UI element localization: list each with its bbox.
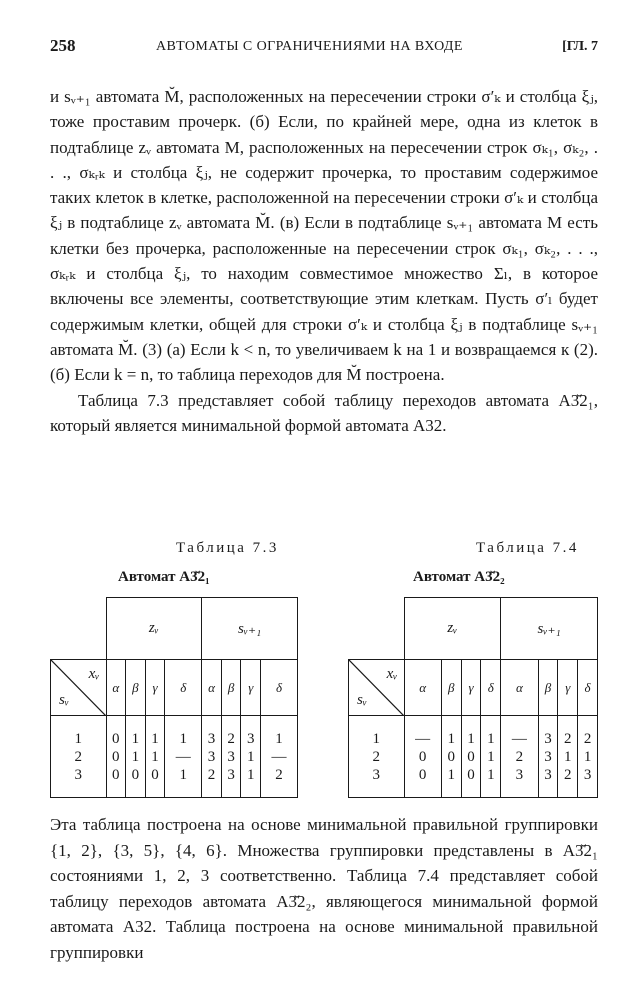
input-header: δ — [261, 660, 298, 716]
input-header: β — [441, 660, 461, 716]
chapter-label: [ГЛ. 7 — [562, 39, 598, 54]
table-cell: — 2 3 — [501, 716, 538, 798]
running-head-title: АВТОМАТЫ С ОГРАНИЧЕНИЯМИ НА ВХОДЕ — [156, 39, 463, 54]
input-header: γ — [558, 660, 578, 716]
paragraph: Таблица 7.3 представляет собой таблицу переходов автомата A3̆2₁, который является минимальной формой автомата A32. — [50, 390, 598, 435]
table-title: Автомат A3̆2₂ — [413, 569, 505, 585]
state-variable-label: sᵥ — [59, 692, 70, 708]
state-column: 1 2 3 — [349, 716, 405, 798]
table-caption: Таблица 7.3 — [176, 540, 279, 556]
input-header: α — [106, 660, 126, 716]
empty-corner — [349, 598, 405, 660]
group-header-z: zᵥ — [106, 598, 202, 660]
input-header: β — [538, 660, 558, 716]
table-cell: 2 3 3 — [221, 716, 241, 798]
input-header: α — [404, 660, 441, 716]
transition-table-7-3 — [50, 597, 298, 798]
input-header: γ — [461, 660, 481, 716]
table-cell: 1 1 1 — [481, 716, 501, 798]
table-cell: 2 1 3 — [578, 716, 598, 798]
input-header: γ — [241, 660, 261, 716]
table-cell: 1 — 2 — [261, 716, 298, 798]
table-cell: 0 0 0 — [106, 716, 126, 798]
paragraph: Эта таблица построена на основе минимальной правильной группировки {1, 2}, {3, 5}, {4, 6}. Множества группировки представлены в A3̆2₁ состояниями 1, 2, 3 соответственно. Таблица 7.4 представляет собой таблицу переходов автомата A3̆2₂, являющегося минимальной формой автомата A32. Таблица построена на основе минимальной правильной группировки — [50, 815, 598, 962]
empty-corner — [51, 598, 107, 660]
input-header: β — [126, 660, 146, 716]
table-cell: 1 1 0 — [145, 716, 165, 798]
input-header: δ — [481, 660, 501, 716]
group-header-s: sᵥ₊₁ — [501, 598, 598, 660]
input-header: β — [221, 660, 241, 716]
table-cell: 3 3 3 — [538, 716, 558, 798]
table-cell: — 0 0 — [404, 716, 441, 798]
input-header: δ — [165, 660, 202, 716]
group-header-z: zᵥ — [404, 598, 501, 660]
transition-table-7-4 — [348, 597, 598, 798]
paragraph: и sᵥ₊₁ автомата M̆, расположенных на пересечении строки σ′ₖ и столбца ξⱼ, тоже проставим прочерк. (б) Если, по крайней мере, одна из клеток в подтаблице zᵥ автомата M, расположенных на пересечении строк σₖ₁, σₖ₂, . . ., σₖᵣₖ и столбца ξⱼ, не содержит прочерка, то проставим содержимое таких клеток в клетке, расположенной на пересечении строки σ′ₖ и столбца ξⱼ в подтаблице zᵥ автомата M̆. (в) Если в подтаблице sᵥ₊₁ автомата M есть клетки без прочерка, расположенные на пересечении строк σₖ₁, σₖ₂, . . ., σₖᵣₖ и столбца ξⱼ, то находим совместимое множество Σₗ, в которое включены все элементы, соответствующие этим клеткам. Пусть σ′ₗ будет содержимым клетки, общей для строки σ′ₖ и столбца ξⱼ в подтаблице sᵥ₊₁ автомата M̆. (3) (а) Если k < n, то увеличиваем k на 1 и возвращаемся к (2). (б) Если k = n, то таблица переходов для M̆ построена. — [50, 87, 598, 385]
table-cell: 1 0 0 — [461, 716, 481, 798]
input-variable-label: xᵥ — [386, 666, 398, 682]
table-cell: 3 3 2 — [202, 716, 222, 798]
table-caption: Таблица 7.4 — [476, 540, 579, 556]
table-cell: 1 1 0 — [126, 716, 146, 798]
page-number: 258 — [50, 36, 76, 55]
table-cell: 1 0 1 — [441, 716, 461, 798]
running-header — [50, 36, 598, 64]
body-text-top — [50, 84, 598, 438]
input-header: δ — [578, 660, 598, 716]
table-cell: 1 — 1 — [165, 716, 202, 798]
state-column: 1 2 3 — [51, 716, 107, 798]
body-text-bottom — [50, 812, 598, 965]
input-header: α — [501, 660, 538, 716]
corner-header — [349, 660, 405, 716]
input-header: α — [202, 660, 222, 716]
group-header-s: sᵥ₊₁ — [202, 598, 298, 660]
table-cell: 2 1 2 — [558, 716, 578, 798]
table-title: Автомат A3̆2₁ — [118, 569, 210, 585]
state-variable-label: sᵥ — [357, 692, 368, 708]
input-variable-label: xᵥ — [88, 666, 100, 682]
input-header: γ — [145, 660, 165, 716]
corner-header — [51, 660, 107, 716]
table-cell: 3 1 1 — [241, 716, 261, 798]
